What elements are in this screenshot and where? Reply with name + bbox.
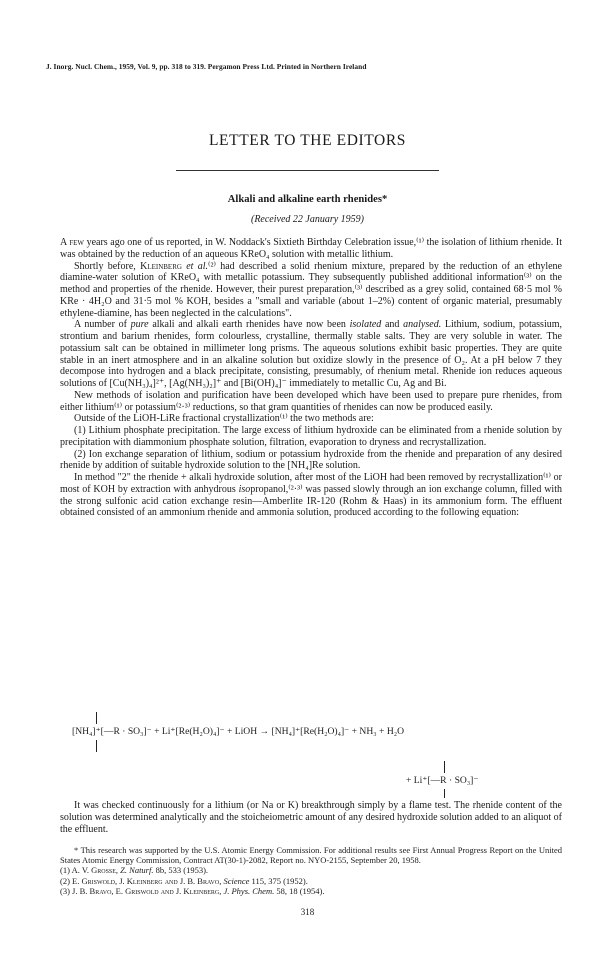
reference-3: (3) J. B. Bravo, E. Griswold and J. Kleinberg, J. Phys. Chem. 58, 18 (1954). <box>60 885 325 896</box>
paragraph-1: A few years ago one of us reported, in W. Noddack's Sixtieth Birthday Celebration issue,⁽¹⁾ the isolation of lithium rhenide. It was obtained by the reduction of an aqueous KReO₄ solution with metallic lithium. <box>60 237 562 260</box>
title-divider <box>176 170 439 171</box>
paragraph-7: (2) Ion exchange separation of lithium, sodium or potassium hydroxide from the rhenide and preparation of any desired rhenide by addition of suitable hydroxide solution to the [NH₄]Re solution. <box>60 448 562 472</box>
article-body-continued <box>60 800 562 835</box>
equation-bond-bottom-2 <box>444 789 445 798</box>
journal-citation-header: J. Inorg. Nucl. Chem., 1959, Vol. 9, pp. 318 to 319. Pergamon Press Ltd. Printed in Northern Ireland <box>46 62 367 71</box>
paragraph-8: In method "2" the rhenide + alkali hydroxide solution, after most of the LiOH had been removed by recrystallization⁽¹⁾ or most of KOH by extraction with anhydrous isopropanol,⁽²·³⁾ was passed slowly through an ion exchange column, filled with the strong sulfonic acid cation exchange resin—Amberlite IR-120 (Rohm & Haas) in its ammonium form. The effluent obtained consisted of an ammonium rhenide and ammonia solution, produced according to the following equation: <box>60 472 562 519</box>
equation-bond-top <box>96 712 97 724</box>
paragraph-2: Shortly before, Kleinberg et al.⁽²⁾ had described a solid rhenium mixture, prepared by the reduction of an ethylene diamine-water solution of KReO₄ with metallic potassium. They subsequently published additional information⁽³⁾ on the method and properties of the rhenide. However, their purest preparation,⁽³⁾ described as a grey solid, contained 68·5 mol % KRe · 4H₂O and 31·5 mol % KOH, besides a "small and variable (about 1–2%) content of organic material, presumably ethylene-diamine, has been neglected in the calculations". <box>60 260 562 319</box>
equation-bond-top-2 <box>444 761 445 773</box>
received-date: (Received 22 January 1959) <box>250 214 364 225</box>
page-number: 318 <box>300 907 315 917</box>
article-body <box>60 237 562 519</box>
paragraph-9: It was checked continuously for a lithium (or Na or K) breakthrough simply by a flame test. The rhenide content of the solution was determined analytically and the stoicheiometric amount of any desired hydroxide solution added to an aliquot of the effluent. <box>60 800 562 835</box>
reaction-equation-line-1: [NH₄]⁺[—R · SO₃]⁻ + Li⁺[Re(H₂O)₄]⁻ + LiOH → [NH₄]⁺[Re(H₂O)₄]⁻ + NH₃ + H₂O <box>72 726 405 737</box>
footnotes <box>60 845 562 896</box>
reaction-equation-line-2: + Li⁺[—R · SO₃]⁻ <box>406 775 479 786</box>
reference-2: (2) E. Griswold, J. Kleinberg and J. B. Bravo, Science 115, 375 (1952). <box>60 875 308 886</box>
funding-footnote: * This research was supported by the U.S. Atomic Energy Commission. For additional results see First Annual Progress Report on the United States Atomic Energy Commission, Contract AT(30-1)-2082, Report no. NYO-2155, September 20, 1958. <box>60 845 562 866</box>
paragraph-4: New methods of isolation and purification have been developed which have been used to prepare pure rhenides, from either lithium⁽¹⁾ or potassium⁽²·³⁾ reductions, so that gram quantities of rhenides can now be produced easily. <box>60 389 562 413</box>
reference-1: (1) A. V. Grosse, Z. Naturf. 8b, 533 (1953). <box>60 865 209 876</box>
section-title: LETTER TO THE EDITORS <box>208 132 407 149</box>
equation-bond-bottom <box>96 740 97 752</box>
article-title: Alkali and alkaline earth rhenides* <box>227 194 388 205</box>
paragraph-5: Outside of the LiOH-LiRe fractional crystallization⁽¹⁾ the two methods are: <box>74 413 374 425</box>
paragraph-3: A number of pure alkali and alkali earth rhenides have now been isolated and analysed. Lithium, sodium, potassium, strontium and barium rhenides, form colourless, crystalline, thermally stable salts. They are very soluble in water. The potassium salt can be obtained in millimeter long prisms. The aqueous solutions exhibit basic properties. They are quite stable in an inert atmosphere and in an alkaline solution but oxidize slowly in the presence of O₂. At a pH below 7 they decompose into hydrogen and a black precipitate, consisting, presumably, of rhenium metal. Rhenide ion reduces aqueous solutions of [Cu(NH₃)₄]²⁺, [Ag(NH₃)₂]⁺ and [Bi(OH)₄]⁻ immediately to metallic Cu, Ag and Bi. <box>60 319 563 389</box>
paragraph-6: (1) Lithium phosphate precipitation. The large excess of lithium hydroxide can be eliminated from a rhenide solution by precipitation with diammonium phosphate solution, filtration, evaporation to dryness and recrystallization. <box>60 425 562 448</box>
